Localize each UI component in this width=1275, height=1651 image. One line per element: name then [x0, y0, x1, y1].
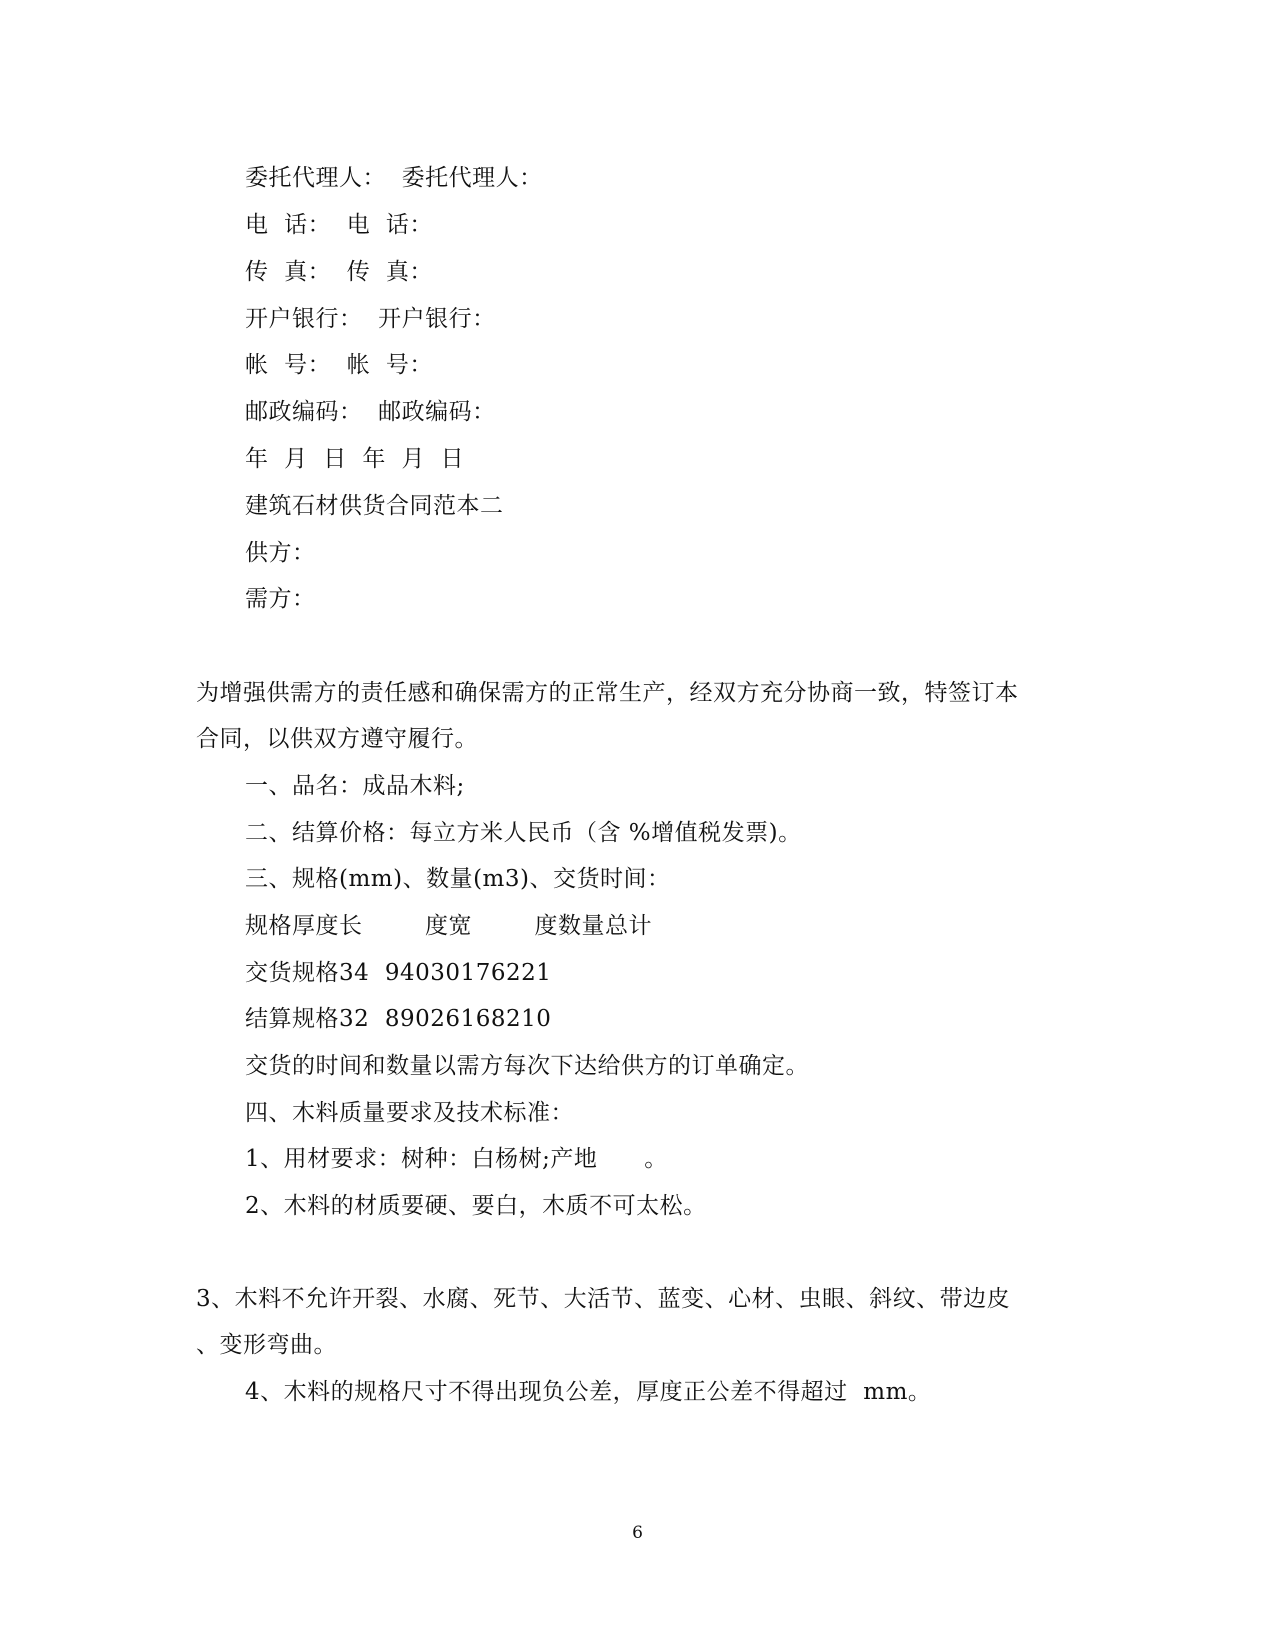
fax-line: 传 真： 传 真： [245, 259, 433, 285]
spec-header-row: 规格厚度长 度宽 度数量总计 [245, 913, 652, 939]
phone-line: 电 话： 电 话： [245, 212, 433, 238]
quality-item-2: 2、木料的材质要硬、要白，木质不可太松。 [245, 1193, 707, 1219]
quality-item-3-line-1: 3、木料不允许开裂、水腐、死节、大活节、蓝变、心材、虫眼、斜纹、带边皮 [196, 1286, 1011, 1312]
page-number: 6 [632, 1523, 643, 1543]
product-name-clause: 一、品名：成品木料; [245, 773, 465, 799]
account-line: 帐 号： 帐 号： [245, 352, 433, 378]
spec-clause: 三、规格(mm)、数量(m3)、交货时间： [245, 866, 671, 892]
preamble-line-1: 为增强供需方的责任感和确保需方的正常生产，经双方充分协商一致，特签订本 [196, 680, 1019, 706]
quality-clause-heading: 四、木料质量要求及技术标准： [245, 1100, 574, 1126]
delivery-spec-row: 交货规格34 94030176221 [245, 960, 552, 986]
contract-title: 建筑石材供货合同范本二 [245, 493, 504, 519]
price-clause: 二、结算价格：每立方米人民币（含 %增值税发票)。 [245, 820, 802, 846]
date-line: 年 月 日 年 月 日 [245, 446, 465, 472]
settlement-spec-row: 结算规格32 89026168210 [245, 1006, 552, 1032]
quality-item-3-line-2: 、变形弯曲。 [196, 1332, 337, 1358]
quality-item-4: 4、木料的规格尺寸不得出现负公差，厚度正公差不得超过 mm。 [245, 1379, 932, 1405]
delivery-time-note: 交货的时间和数量以需方每次下达给供方的订单确定。 [245, 1053, 809, 1079]
supplier-line: 供方： [245, 540, 316, 566]
preamble-line-2: 合同，以供双方遵守履行。 [196, 726, 478, 752]
postal-code-line: 邮政编码： 邮政编码： [245, 399, 496, 425]
bank-line: 开户银行： 开户银行： [245, 306, 496, 332]
quality-item-1: 1、用材要求：树种：白杨树;产地 。 [245, 1146, 668, 1172]
agent-line: 委托代理人： 委托代理人： [245, 165, 543, 191]
buyer-line: 需方： [245, 586, 316, 612]
